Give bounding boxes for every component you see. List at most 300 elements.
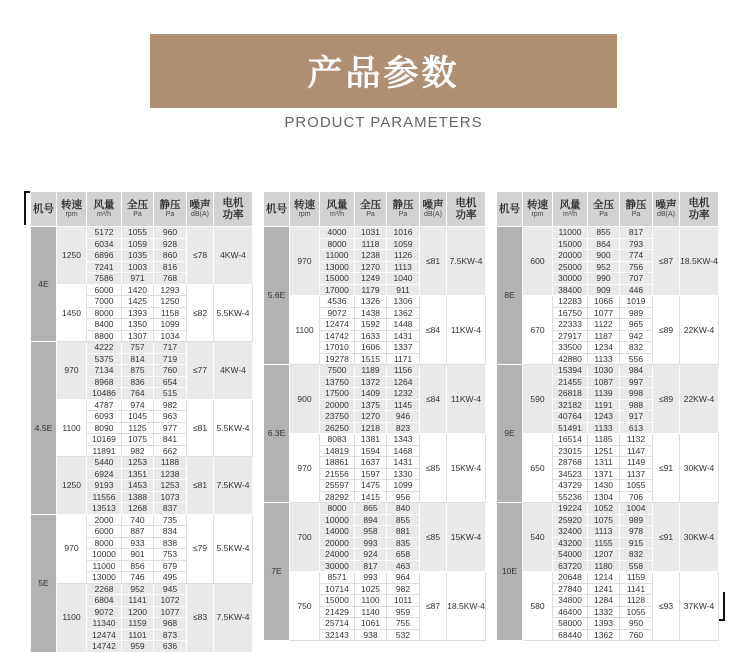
static-pressure-cell: 1232 xyxy=(387,388,420,400)
static-pressure-cell: 942 xyxy=(620,330,653,342)
total-pressure-cell: 1133 xyxy=(588,422,620,434)
flow-cell: 22333 xyxy=(553,319,588,331)
total-pressure-cell: 1122 xyxy=(588,319,620,331)
static-pressure-cell: 558 xyxy=(620,560,653,572)
static-pressure-cell: 1330 xyxy=(387,468,420,480)
flow-cell: 14000 xyxy=(320,526,355,538)
column-header-model: 机号 xyxy=(264,192,290,227)
static-pressure-cell: 964 xyxy=(387,572,420,584)
static-pressure-cell: 1343 xyxy=(387,434,420,446)
total-pressure-cell: 1393 xyxy=(122,307,154,319)
flow-cell: 9072 xyxy=(320,307,355,319)
total-pressure-cell: 974 xyxy=(122,399,154,411)
static-pressure-cell: 755 xyxy=(387,618,420,630)
total-pressure-cell: 864 xyxy=(588,238,620,250)
static-pressure-cell: 495 xyxy=(154,572,187,584)
flow-cell: 55236 xyxy=(553,491,588,503)
model-cell: 10E xyxy=(497,503,523,641)
total-pressure-cell: 1475 xyxy=(355,480,387,492)
flow-cell: 9193 xyxy=(87,480,122,492)
noise-cell: ≤85 xyxy=(420,434,447,503)
model-cell: 5E xyxy=(31,514,57,652)
table-row xyxy=(264,434,486,446)
total-pressure-cell: 1241 xyxy=(588,583,620,595)
noise-cell: ≤87 xyxy=(653,227,680,296)
flow-cell: 30000 xyxy=(553,273,588,285)
rpm-cell: 1250 xyxy=(57,227,87,285)
flow-cell: 11000 xyxy=(553,227,588,239)
flow-cell: 10000 xyxy=(87,549,122,561)
static-pressure-cell: 532 xyxy=(387,629,420,641)
column-header-power: 电机 功率 xyxy=(447,192,486,227)
power-cell: 22KW-4 xyxy=(680,365,719,434)
flow-cell: 17500 xyxy=(320,388,355,400)
column-header-sp: 静压 Pa xyxy=(154,192,187,227)
total-pressure-cell: 1253 xyxy=(122,457,154,469)
static-pressure-cell: 1072 xyxy=(154,595,187,607)
total-pressure-cell: 1249 xyxy=(355,273,387,285)
static-pressure-cell: 1171 xyxy=(387,353,420,365)
flow-cell: 8800 xyxy=(87,330,122,342)
static-pressure-cell: 1188 xyxy=(154,457,187,469)
static-pressure-cell: 735 xyxy=(154,514,187,526)
total-pressure-cell: 1055 xyxy=(122,227,154,239)
static-pressure-cell: 636 xyxy=(154,641,187,653)
column-header-flow: 风量 m³/h xyxy=(553,192,588,227)
static-pressure-cell: 915 xyxy=(620,537,653,549)
power-cell: 4KW-4 xyxy=(214,342,253,400)
power-cell: 4KW-4 xyxy=(214,227,253,285)
noise-cell: ≤91 xyxy=(653,434,680,503)
flow-cell: 8083 xyxy=(320,434,355,446)
table-row xyxy=(497,434,719,446)
total-pressure-cell: 938 xyxy=(355,629,387,641)
flow-cell: 4000 xyxy=(320,227,355,239)
total-pressure-cell: 924 xyxy=(355,549,387,561)
total-pressure-cell: 1372 xyxy=(355,376,387,388)
static-pressure-cell: 1468 xyxy=(387,445,420,457)
flow-cell: 30000 xyxy=(320,560,355,572)
flow-cell: 4222 xyxy=(87,342,122,354)
total-pressure-cell: 1187 xyxy=(588,330,620,342)
total-pressure-cell: 1218 xyxy=(355,422,387,434)
total-pressure-cell: 1311 xyxy=(588,457,620,469)
total-pressure-cell: 1284 xyxy=(588,595,620,607)
noise-cell: ≤84 xyxy=(420,365,447,434)
rpm-cell: 970 xyxy=(57,342,87,400)
total-pressure-cell: 1140 xyxy=(355,606,387,618)
rpm-cell: 650 xyxy=(523,434,553,503)
total-pressure-cell: 1207 xyxy=(588,549,620,561)
static-pressure-cell: 1141 xyxy=(620,583,653,595)
flow-cell: 4536 xyxy=(320,296,355,308)
flow-cell: 13513 xyxy=(87,503,122,515)
total-pressure-cell: 1243 xyxy=(588,411,620,423)
rpm-cell: 900 xyxy=(290,365,320,434)
flow-cell: 68440 xyxy=(553,629,588,641)
total-pressure-cell: 1031 xyxy=(355,227,387,239)
noise-cell: ≤89 xyxy=(653,365,680,434)
flow-cell: 8571 xyxy=(320,572,355,584)
static-pressure-cell: 679 xyxy=(154,560,187,572)
total-pressure-cell: 990 xyxy=(588,273,620,285)
total-pressure-cell: 1415 xyxy=(355,491,387,503)
flow-cell: 11000 xyxy=(320,250,355,262)
noise-cell: ≤91 xyxy=(653,503,680,572)
header-row xyxy=(31,192,253,227)
flow-cell: 17000 xyxy=(320,284,355,296)
total-pressure-cell: 1438 xyxy=(355,307,387,319)
spec-table-2 xyxy=(496,191,719,641)
flow-cell: 20000 xyxy=(320,537,355,549)
total-pressure-cell: 1393 xyxy=(588,618,620,630)
flow-cell: 13000 xyxy=(87,572,122,584)
static-pressure-cell: 860 xyxy=(154,250,187,262)
static-pressure-cell: 928 xyxy=(154,238,187,250)
total-pressure-cell: 1159 xyxy=(122,618,154,630)
static-pressure-cell: 1004 xyxy=(620,503,653,515)
rpm-cell: 580 xyxy=(523,572,553,641)
noise-cell: ≤87 xyxy=(420,572,447,641)
flow-cell: 21556 xyxy=(320,468,355,480)
table-row xyxy=(264,296,486,308)
spec-tables-container xyxy=(30,191,719,653)
flow-cell: 33500 xyxy=(553,342,588,354)
table-row xyxy=(31,583,253,595)
static-pressure-cell: 1137 xyxy=(620,468,653,480)
table-row xyxy=(264,365,486,377)
total-pressure-cell: 1425 xyxy=(122,296,154,308)
static-pressure-cell: 556 xyxy=(620,353,653,365)
flow-cell: 32400 xyxy=(553,526,588,538)
rpm-cell: 1100 xyxy=(57,399,87,457)
column-header-sp: 静压 Pa xyxy=(387,192,420,227)
total-pressure-cell: 933 xyxy=(122,537,154,549)
total-pressure-cell: 1200 xyxy=(122,606,154,618)
static-pressure-cell: 753 xyxy=(154,549,187,561)
total-pressure-cell: 887 xyxy=(122,526,154,538)
table-row xyxy=(264,227,486,239)
static-pressure-cell: 816 xyxy=(154,261,187,273)
model-cell: 4E xyxy=(31,227,57,342)
static-pressure-cell: 1293 xyxy=(154,284,187,296)
table-row xyxy=(264,572,486,584)
flow-cell: 25000 xyxy=(553,261,588,273)
total-pressure-cell: 1251 xyxy=(588,445,620,457)
total-pressure-cell: 952 xyxy=(588,261,620,273)
static-pressure-cell: 1016 xyxy=(387,227,420,239)
static-pressure-cell: 1448 xyxy=(387,319,420,331)
flow-cell: 23750 xyxy=(320,411,355,423)
total-pressure-cell: 1101 xyxy=(122,629,154,641)
total-pressure-cell: 993 xyxy=(355,572,387,584)
rpm-cell: 540 xyxy=(523,503,553,572)
total-pressure-cell: 1234 xyxy=(588,342,620,354)
flow-cell: 51491 xyxy=(553,422,588,434)
static-pressure-cell: 1099 xyxy=(154,319,187,331)
total-pressure-cell: 865 xyxy=(355,503,387,515)
column-header-model: 机号 xyxy=(497,192,523,227)
total-pressure-cell: 746 xyxy=(122,572,154,584)
model-cell: 8E xyxy=(497,227,523,365)
flow-cell: 6804 xyxy=(87,595,122,607)
flow-cell: 27840 xyxy=(553,583,588,595)
total-pressure-cell: 1633 xyxy=(355,330,387,342)
flow-cell: 7134 xyxy=(87,365,122,377)
static-pressure-cell: 838 xyxy=(154,537,187,549)
flow-cell: 7586 xyxy=(87,273,122,285)
total-pressure-cell: 959 xyxy=(122,641,154,653)
flow-cell: 25920 xyxy=(553,514,588,526)
static-pressure-cell: 1147 xyxy=(620,445,653,457)
total-pressure-cell: 1371 xyxy=(588,468,620,480)
static-pressure-cell: 1132 xyxy=(620,434,653,446)
total-pressure-cell: 1075 xyxy=(122,434,154,446)
flow-cell: 7500 xyxy=(320,365,355,377)
total-pressure-cell: 1141 xyxy=(122,595,154,607)
power-cell: 15KW-4 xyxy=(447,434,486,503)
total-pressure-cell: 764 xyxy=(122,388,154,400)
spec-table-1 xyxy=(263,191,486,641)
rpm-cell: 750 xyxy=(290,572,320,641)
flow-cell: 20000 xyxy=(320,399,355,411)
power-cell: 18.5KW-4 xyxy=(447,572,486,641)
flow-cell: 25597 xyxy=(320,480,355,492)
static-pressure-cell: 1238 xyxy=(154,468,187,480)
flow-cell: 8090 xyxy=(87,422,122,434)
rpm-cell: 600 xyxy=(523,227,553,296)
model-cell: 5.6E xyxy=(264,227,290,365)
static-pressure-cell: 658 xyxy=(387,549,420,561)
flow-cell: 5440 xyxy=(87,457,122,469)
rpm-cell: 590 xyxy=(523,365,553,434)
flow-cell: 15394 xyxy=(553,365,588,377)
total-pressure-cell: 1191 xyxy=(588,399,620,411)
model-cell: 7E xyxy=(264,503,290,641)
static-pressure-cell: 1149 xyxy=(620,457,653,469)
total-pressure-cell: 1025 xyxy=(355,583,387,595)
static-pressure-cell: 1099 xyxy=(387,480,420,492)
flow-cell: 7000 xyxy=(87,296,122,308)
static-pressure-cell: 1011 xyxy=(387,595,420,607)
total-pressure-cell: 1270 xyxy=(355,261,387,273)
total-pressure-cell: 1238 xyxy=(355,250,387,262)
static-pressure-cell: 823 xyxy=(387,422,420,434)
rpm-cell: 970 xyxy=(57,514,87,583)
flow-cell: 10486 xyxy=(87,388,122,400)
total-pressure-cell: 856 xyxy=(122,560,154,572)
static-pressure-cell: 982 xyxy=(154,399,187,411)
total-pressure-cell: 1087 xyxy=(588,376,620,388)
total-pressure-cell: 900 xyxy=(588,250,620,262)
noise-cell: ≤77 xyxy=(187,342,214,400)
flow-cell: 11556 xyxy=(87,491,122,503)
flow-cell: 15000 xyxy=(320,273,355,285)
power-cell: 22KW-4 xyxy=(680,296,719,365)
static-pressure-cell: 1306 xyxy=(387,296,420,308)
flow-cell: 6000 xyxy=(87,284,122,296)
static-pressure-cell: 837 xyxy=(154,503,187,515)
static-pressure-cell: 988 xyxy=(620,399,653,411)
power-cell: 30KW-4 xyxy=(680,434,719,503)
table-row xyxy=(497,227,719,239)
static-pressure-cell: 719 xyxy=(154,353,187,365)
noise-cell: ≤81 xyxy=(420,227,447,296)
static-pressure-cell: 1019 xyxy=(620,296,653,308)
total-pressure-cell: 1189 xyxy=(355,365,387,377)
flow-cell: 8968 xyxy=(87,376,122,388)
column-header-model: 机号 xyxy=(31,192,57,227)
static-pressure-cell: 774 xyxy=(620,250,653,262)
total-pressure-cell: 1350 xyxy=(122,319,154,331)
flow-cell: 19224 xyxy=(553,503,588,515)
total-pressure-cell: 958 xyxy=(355,526,387,538)
flow-cell: 26250 xyxy=(320,422,355,434)
rpm-cell: 970 xyxy=(290,227,320,296)
column-header-power: 电机 功率 xyxy=(214,192,253,227)
total-pressure-cell: 971 xyxy=(122,273,154,285)
total-pressure-cell: 1453 xyxy=(122,480,154,492)
static-pressure-cell: 1362 xyxy=(387,307,420,319)
flow-cell: 10714 xyxy=(320,583,355,595)
table-row xyxy=(497,572,719,584)
table-row xyxy=(31,457,253,469)
total-pressure-cell: 875 xyxy=(122,365,154,377)
static-pressure-cell: 1145 xyxy=(387,399,420,411)
noise-cell: ≤81 xyxy=(187,457,214,515)
rpm-cell: 700 xyxy=(290,503,320,572)
total-pressure-cell: 1388 xyxy=(122,491,154,503)
flow-cell: 54000 xyxy=(553,549,588,561)
static-pressure-cell: 1158 xyxy=(154,307,187,319)
total-pressure-cell: 757 xyxy=(122,342,154,354)
static-pressure-cell: 1073 xyxy=(154,491,187,503)
static-pressure-cell: 881 xyxy=(387,526,420,538)
total-pressure-cell: 1351 xyxy=(122,468,154,480)
title-banner xyxy=(150,34,617,108)
static-pressure-cell: 760 xyxy=(154,365,187,377)
static-pressure-cell: 1034 xyxy=(154,330,187,342)
model-cell: 6.3E xyxy=(264,365,290,503)
static-pressure-cell: 707 xyxy=(620,273,653,285)
static-pressure-cell: 1253 xyxy=(154,480,187,492)
power-cell: 5.5KW-4 xyxy=(214,399,253,457)
flow-cell: 27917 xyxy=(553,330,588,342)
flow-cell: 16750 xyxy=(553,307,588,319)
flow-cell: 6034 xyxy=(87,238,122,250)
flow-cell: 40764 xyxy=(553,411,588,423)
column-header-sp: 静压 Pa xyxy=(620,192,653,227)
column-header-noise: 噪声 dB(A) xyxy=(420,192,447,227)
power-cell: 37KW-4 xyxy=(680,572,719,641)
static-pressure-cell: 1040 xyxy=(387,273,420,285)
total-pressure-cell: 1594 xyxy=(355,445,387,457)
flow-cell: 6896 xyxy=(87,250,122,262)
static-pressure-cell: 982 xyxy=(387,583,420,595)
total-pressure-cell: 1307 xyxy=(122,330,154,342)
static-pressure-cell: 768 xyxy=(154,273,187,285)
total-pressure-cell: 1332 xyxy=(588,606,620,618)
flow-cell: 11000 xyxy=(87,560,122,572)
static-pressure-cell: 832 xyxy=(620,549,653,561)
rpm-cell: 1100 xyxy=(290,296,320,365)
static-pressure-cell: 706 xyxy=(620,491,653,503)
total-pressure-cell: 1155 xyxy=(588,537,620,549)
total-pressure-cell: 1061 xyxy=(355,618,387,630)
flow-cell: 5172 xyxy=(87,227,122,239)
static-pressure-cell: 917 xyxy=(620,411,653,423)
flow-cell: 16514 xyxy=(553,434,588,446)
static-pressure-cell: 756 xyxy=(620,261,653,273)
model-cell: 9E xyxy=(497,365,523,503)
total-pressure-cell: 1362 xyxy=(588,629,620,641)
spec-table-0 xyxy=(30,191,253,653)
static-pressure-cell: 1159 xyxy=(620,572,653,584)
total-pressure-cell: 1268 xyxy=(122,503,154,515)
total-pressure-cell: 855 xyxy=(588,227,620,239)
static-pressure-cell: 841 xyxy=(154,434,187,446)
flow-cell: 6000 xyxy=(87,526,122,538)
power-cell: 5.5KW-4 xyxy=(214,284,253,342)
static-pressure-cell: 835 xyxy=(387,537,420,549)
total-pressure-cell: 982 xyxy=(122,445,154,457)
static-pressure-cell: 832 xyxy=(620,342,653,354)
flow-cell: 10169 xyxy=(87,434,122,446)
header-row xyxy=(264,192,486,227)
flow-cell: 15000 xyxy=(320,595,355,607)
noise-cell: ≤79 xyxy=(187,514,214,583)
static-pressure-cell: 960 xyxy=(154,227,187,239)
table-row xyxy=(497,296,719,308)
flow-cell: 42880 xyxy=(553,353,588,365)
total-pressure-cell: 1066 xyxy=(588,296,620,308)
column-header-tp: 全压 Pa xyxy=(355,192,387,227)
power-cell: 7.5KW-4 xyxy=(214,457,253,515)
total-pressure-cell: 1139 xyxy=(588,388,620,400)
flow-cell: 32143 xyxy=(320,629,355,641)
flow-cell: 8000 xyxy=(87,537,122,549)
flow-cell: 8000 xyxy=(87,307,122,319)
flow-cell: 5375 xyxy=(87,353,122,365)
table-row xyxy=(497,365,719,377)
flow-cell: 63720 xyxy=(553,560,588,572)
static-pressure-cell: 989 xyxy=(620,514,653,526)
static-pressure-cell: 760 xyxy=(620,629,653,641)
power-cell: 18.5KW-4 xyxy=(680,227,719,296)
static-pressure-cell: 965 xyxy=(620,319,653,331)
static-pressure-cell: 911 xyxy=(387,284,420,296)
total-pressure-cell: 1075 xyxy=(588,514,620,526)
flow-cell: 38400 xyxy=(553,284,588,296)
column-header-rpm: 转速 rpm xyxy=(57,192,87,227)
static-pressure-cell: 662 xyxy=(154,445,187,457)
flow-cell: 17010 xyxy=(320,342,355,354)
total-pressure-cell: 1270 xyxy=(355,411,387,423)
power-cell: 30KW-4 xyxy=(680,503,719,572)
total-pressure-cell: 740 xyxy=(122,514,154,526)
total-pressure-cell: 1133 xyxy=(588,353,620,365)
noise-cell: ≤84 xyxy=(420,296,447,365)
flow-cell: 18861 xyxy=(320,457,355,469)
flow-cell: 26818 xyxy=(553,388,588,400)
page-title: 产品参数 xyxy=(307,54,460,93)
column-header-flow: 风量 m³/h xyxy=(320,192,355,227)
page-subtitle: PRODUCT PARAMETERS xyxy=(284,114,483,131)
power-cell: 11KW-4 xyxy=(447,365,486,434)
flow-cell: 2000 xyxy=(87,514,122,526)
total-pressure-cell: 901 xyxy=(122,549,154,561)
flow-cell: 34800 xyxy=(553,595,588,607)
